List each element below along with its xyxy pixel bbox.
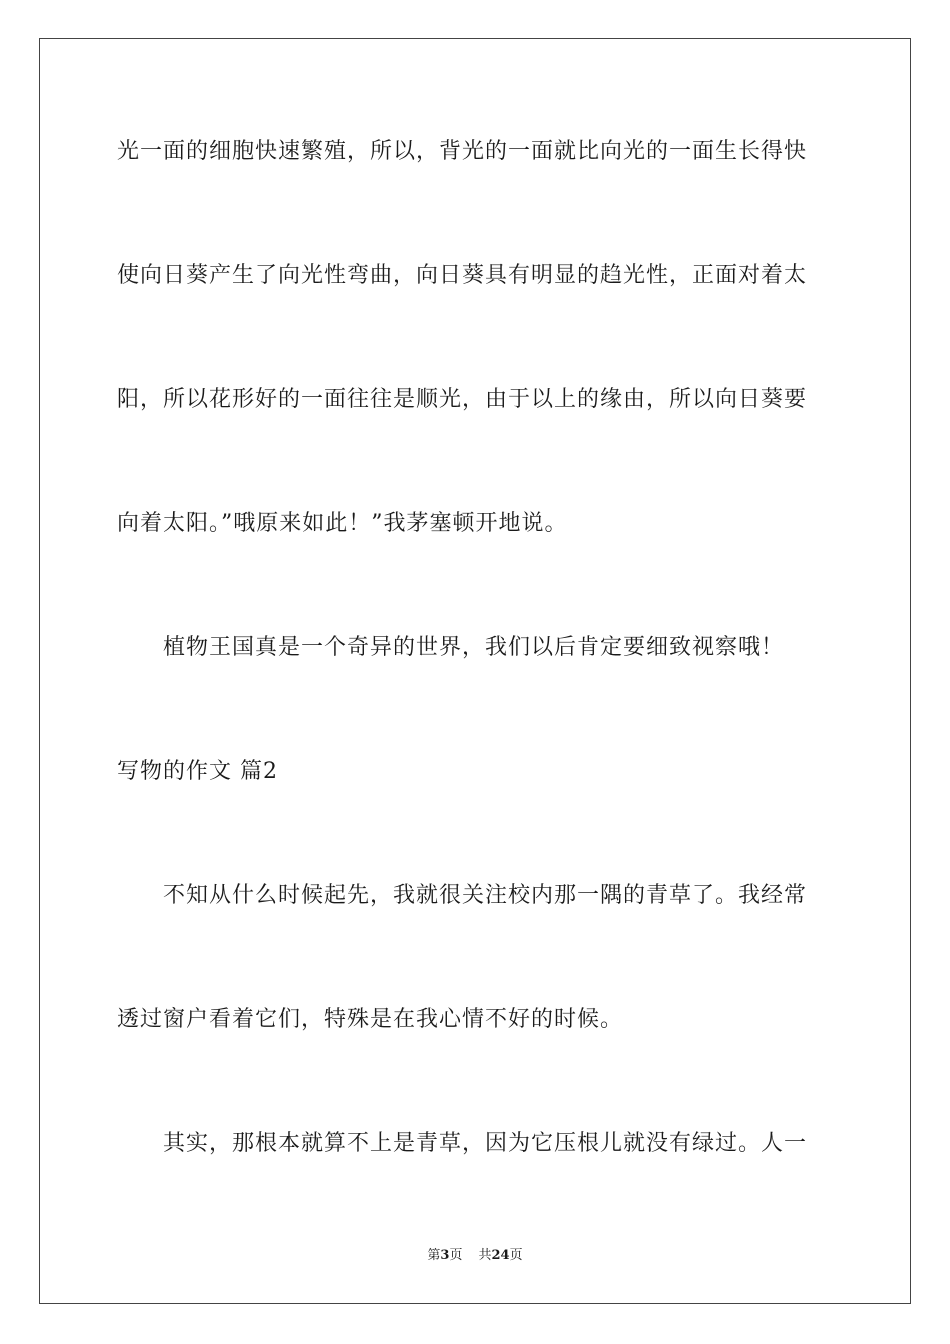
page-suffix: 页 <box>449 1248 463 1263</box>
body-text-line: 透过窗户看着它们，特殊是在我心情不好的时候。 <box>117 1007 624 1032</box>
total-prefix: 共 <box>478 1248 492 1263</box>
page-number: 3 <box>440 1248 450 1263</box>
body-text-line: 阳，所以花形好的一面往往是顺光，由于以上的缘由，所以向日葵要 <box>117 387 808 412</box>
page-footer <box>0 1247 950 1265</box>
body-text-line: 向着太阳。”哦原来如此！”我茅塞顿开地说。 <box>117 511 568 536</box>
paragraph-text-line: 不知从什么时候起先，我就很关注校内那一隅的青草了。我经常 <box>163 883 808 908</box>
page-prefix: 第 <box>427 1248 441 1263</box>
body-text-line: 使向日葵产生了向光性弯曲，向日葵具有明显的趋光性，正面对着太 <box>117 263 808 288</box>
section-heading: 写物的作文 篇2 <box>117 759 278 784</box>
page-border <box>39 38 911 1304</box>
body-text-line: 光一面的细胞快速繁殖，所以，背光的一面就比向光的一面生长得快 <box>117 139 808 164</box>
total-suffix: 页 <box>509 1248 523 1263</box>
paragraph-text-line: 植物王国真是一个奇异的世界，我们以后肯定要细致视察哦！ <box>163 635 785 660</box>
paragraph-text-line: 其实，那根本就算不上是青草，因为它压根儿就没有绿过。人一 <box>163 1131 808 1156</box>
total-pages: 24 <box>491 1248 510 1263</box>
